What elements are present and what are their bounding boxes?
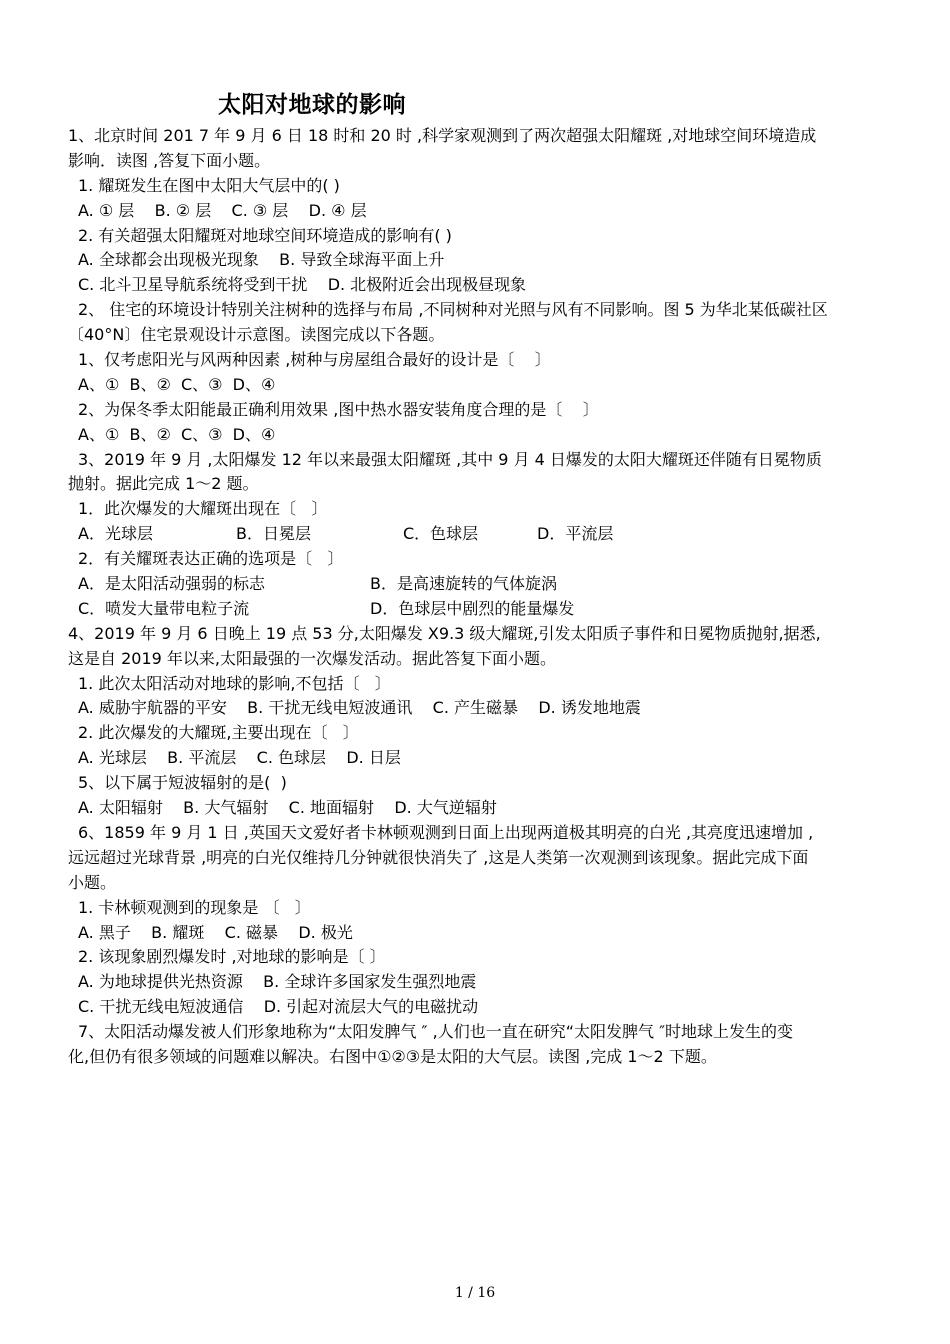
q4-sub2-options: A. 光球层 B. 平流层 C. 色球层 D. 日层 bbox=[78, 748, 401, 768]
q3-sub2-options-ab bbox=[68, 572, 886, 597]
q3-sub2-options-cd bbox=[68, 597, 886, 622]
q3-sub1-option-b: B．日冕层 bbox=[236, 524, 311, 544]
q4-sub1-options: A. 威胁宇航器的平安 B. 干扰无线电短波通讯 C. 产生磁暴 D. 诱发地地震 bbox=[78, 698, 641, 718]
q2-stem-line1: 2、 住宅的环境设计特别关注树种的选择与布局 ,不同树种对光照与风有不同影响。图 5 为华北某低碳社区 bbox=[78, 300, 828, 320]
q7-stem-line1: 7、太阳活动爆发被人们形象地称为“太阳发脾气 ″ ,人们也一直在研究“太阳发脾气 ″时地球上发生的变 bbox=[78, 1022, 794, 1042]
q6-sub2-options-cd: C. 干扰无线电短波通信 D. 引起对流层大气的电磁扰动 bbox=[78, 997, 479, 1017]
q3-stem-line2: 抛射。据此完成 1～2 题。 bbox=[68, 474, 259, 494]
q6-stem-line2: 远远超过光球背景 ,明亮的白光仅维持几分钟就很快消失了 ,这是人类第一次观测到该现象。据此完成下面 bbox=[68, 847, 809, 867]
q7-stem-line2: 化,但仍有很多领域的问题难以解决。右图中①②③是太阳的大气层。读图 ,完成 1～2 下题。 bbox=[68, 1046, 717, 1066]
document-body bbox=[68, 124, 886, 1070]
q1-sub2: 2. 有关超强太阳耀斑对地球空间环境造成的影响有( ) bbox=[78, 225, 452, 245]
page-number: 1 / 16 bbox=[454, 1285, 496, 1301]
q6-stem-line3: 小题。 bbox=[68, 872, 117, 892]
q2-sub2-options: A、① B、② C、③ D、④ bbox=[78, 424, 276, 444]
q6-sub2: 2. 该现象剧烈爆发时 ,对地球的影响是〔 〕 bbox=[78, 947, 386, 967]
q5-stem: 5、以下属于短波辐射的是( ) bbox=[78, 773, 287, 793]
q3-sub2-option-d: D．色球层中剧烈的能量爆发 bbox=[370, 598, 575, 618]
q2-stem-line2: 〔40°N〕住宅景观设计示意图。读图完成以下各题。 bbox=[68, 325, 445, 345]
q5-options: A. 太阳辐射 B. 大气辐射 C. 地面辐射 D. 大气逆辐射 bbox=[78, 798, 497, 818]
q3-sub1-option-c: C．色球层 bbox=[403, 524, 479, 544]
q3-sub1-option-d: D．平流层 bbox=[537, 524, 614, 544]
q3-sub1: 1．此次爆发的大耀斑出现在〔 〕 bbox=[78, 499, 328, 519]
q6-sub1: 1. 卡林顿观测到的现象是 〔 〕 bbox=[78, 897, 311, 917]
q3-sub2-option-a: A．是太阳活动强弱的标志 bbox=[78, 574, 265, 594]
q6-sub1-options: A. 黑子 B. 耀斑 C. 磁暴 D. 极光 bbox=[78, 922, 353, 942]
q3-sub2: 2．有关耀斑表达正确的选项是〔 〕 bbox=[78, 549, 344, 569]
q4-sub1: 1. 此次太阳活动对地球的影响,不包括〔 〕 bbox=[78, 673, 391, 693]
q6-stem-line1: 6、1859 年 9 月 1 日 ,英国天文爱好者卡林顿观测到日面上出现两道极其明亮的白光 ,其亮度迅速增加 , bbox=[78, 822, 814, 842]
q2-sub2: 2、为保冬季太阳能最正确利用效果 ,图中热水器安装角度合理的是〔 〕 bbox=[78, 399, 599, 419]
q1-sub1-options: A. ① 层 B. ② 层 C. ③ 层 D. ④ 层 bbox=[78, 200, 367, 220]
q1-sub1: 1. 耀斑发生在图中太阳大气层中的( ) bbox=[78, 175, 340, 195]
q1-stem-line1: 1、北京时间 201 7 年 9 月 6 日 18 时和 20 时 ,科学家观测到了两次超强太阳耀斑 ,对地球空间环境造成 bbox=[68, 126, 817, 145]
q3-sub1-options bbox=[68, 522, 886, 547]
q1-sub2-options-cd: C. 北斗卫星导航系统将受到干扰 D. 北极附近会出现极昼现象 bbox=[78, 275, 527, 295]
q6-sub2-options-ab: A. 为地球提供光热资源 B. 全球许多国家发生强烈地震 bbox=[78, 972, 477, 992]
q3-sub1-option-a: A．光球层 bbox=[78, 524, 153, 544]
q4-stem-line2: 这是自 2019 年以来,太阳最强的一次爆发活动。据此答复下面小题。 bbox=[68, 648, 556, 668]
q4-sub2: 2. 此次爆发的大耀斑,主要出现在〔 〕 bbox=[78, 723, 359, 743]
q2-sub1: 1、仅考虑阳光与风两种因素 ,树种与房屋组合最好的设计是〔 〕 bbox=[78, 350, 551, 370]
q1-sub2-options-ab: A. 全球都会出现极光现象 B. 导致全球海平面上升 bbox=[78, 250, 445, 270]
q3-sub2-option-c: C．喷发大量带电粒子流 bbox=[78, 598, 250, 618]
document-title: 太阳对地球的影响 bbox=[218, 92, 406, 118]
q4-stem-line1: 4、2019 年 9 月 6 日晚上 19 点 53 分,太阳爆发 X9.3 级大耀斑,引发太阳质子事件和日冕物质抛射,据悉, bbox=[68, 623, 821, 643]
q2-sub1-options: A、① B、② C、③ D、④ bbox=[78, 374, 276, 394]
q1-stem-line2: 影响．读图 ,答复下面小题。 bbox=[68, 150, 271, 170]
q3-sub2-option-b: B．是高速旋转的气体旋涡 bbox=[370, 574, 557, 594]
q3-stem-line1: 3、2019 年 9 月 ,太阳爆发 12 年以来最强太阳耀斑 ,其中 9 月 4 日爆发的太阳大耀斑还伴随有日冕物质 bbox=[78, 449, 822, 469]
